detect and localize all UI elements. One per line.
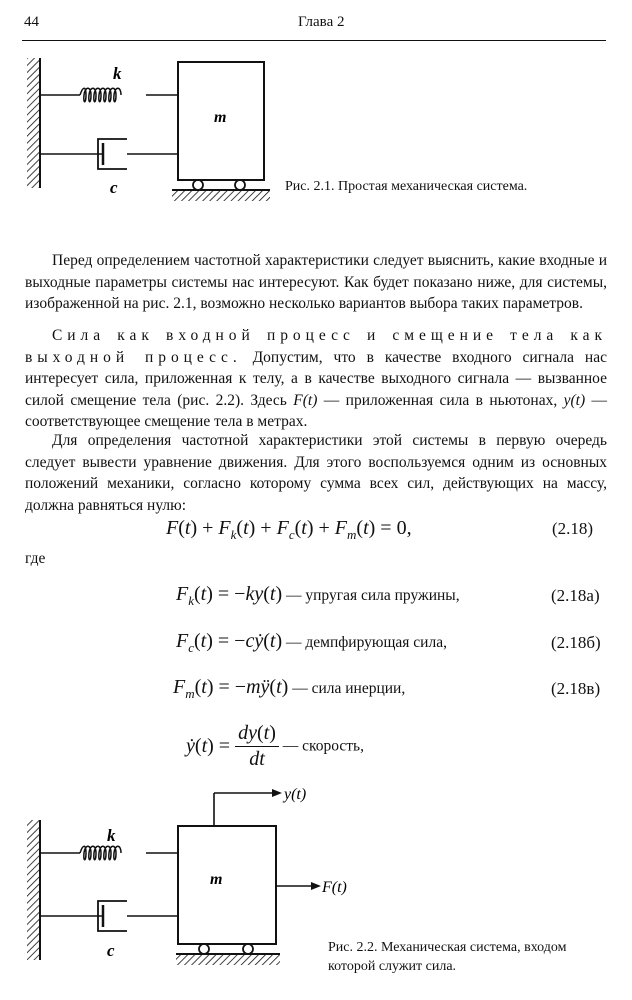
floor-hatch [172,191,270,201]
wall-hatch [27,58,40,188]
damper-label: c [110,178,118,197]
symbol-F: F(t) [293,391,318,409]
output-label: y(t) [284,786,307,803]
paragraph-1: Перед определением частотной характеристики следует выяснить, какие входные и выходные параметры системы нас интересуют. Как будет показано ниже, для системы, изображенной на рис. 2.1, возможно несколько вариантов выбора таких параметров. [25,252,607,312]
paragraph-3: Для определения частотной характеристики этой системы в первую очередь следует вывести уравнение движения. Для этого воспользуемся одним из основных положений механики, согласно которому сумма всех сил, действующих на массу, должна равняться нулю: [25,432,607,514]
equation-damper-number: (2.18б) [551,633,601,652]
spring-desc: — упругая сила пружины, [282,587,460,604]
paragraph-2-text-b: — приложенная сила в ньютонах, [317,391,564,409]
page-number: 44 [24,14,39,30]
symbol-y: y(t) [563,391,586,409]
paragraph-2 [25,325,607,433]
spring-2 [40,846,178,860]
input-label: F(t) [322,879,347,896]
spaced-heading: Сила как входной процесс и смещение тела как выходной процесс. [25,327,607,366]
figure-2-1 [0,0,632,240]
damper-label-2: c [107,941,115,960]
output-arrow [214,789,282,826]
equation-inertia: $F_m(t)$ = −mÿ(t) — сила инерции, [173,676,406,701]
spring [40,88,178,102]
paragraph-2-text-c: — соответствующее смещение тела в метрах. [25,391,607,430]
damper [40,139,178,169]
velocity-desc: — скорость, [278,737,364,755]
wheel-left [193,180,203,190]
mass-label-2: m [210,871,223,888]
inertia-desc: — сила инерции, [288,680,406,697]
wheel-right-2 [243,944,253,954]
figure-2-2-caption: Рис. 2.2. Механическая система, входом которой служит сила. [328,940,567,974]
wall-hatch-2 [27,820,40,960]
equation-spring-number: (2.18а) [551,586,600,605]
equation-main-number: (2.18) [552,519,594,538]
equation-inertia-number: (2.18в) [551,679,601,698]
equation-velocity: ẏ(t) = $\frac{dy(t)}{dt}$ — скорость, [186,722,364,770]
where-label: где [25,550,46,567]
mass-block-2 [178,826,276,944]
wheel-right [235,180,245,190]
floor-hatch-2 [176,955,280,965]
chapter-title: Глава 2 [298,14,345,30]
spring-label-2: k [107,826,116,845]
figure-2-1-caption: Рис. 2.1. Простая механическая система. [285,179,528,194]
damper-2 [40,901,178,931]
equation-spring: $F_k(t) = -ky(t)$ — упругая сила пружины, [176,583,460,608]
damper-desc: — демпфирующая сила, [282,634,447,651]
wheel-left-2 [199,944,209,954]
mass-label: m [214,109,227,126]
paragraph-2-text-a: Допустим, что в качестве входного сигнала нас интересует сила, приложенная к телу, а в качестве выходного сигнала — вызванное силой смещение тела (рис. 2.2). Здесь [25,348,607,409]
equation-damper: $F_c(t)$ = −cẏ(t) — демпфирующая сила, [176,630,447,655]
equation-main: $F(t) + F_k(t) + F_c(t) + F_m(t) = 0$, [166,517,412,542]
input-arrow [276,882,321,890]
spring-label: k [113,64,122,83]
